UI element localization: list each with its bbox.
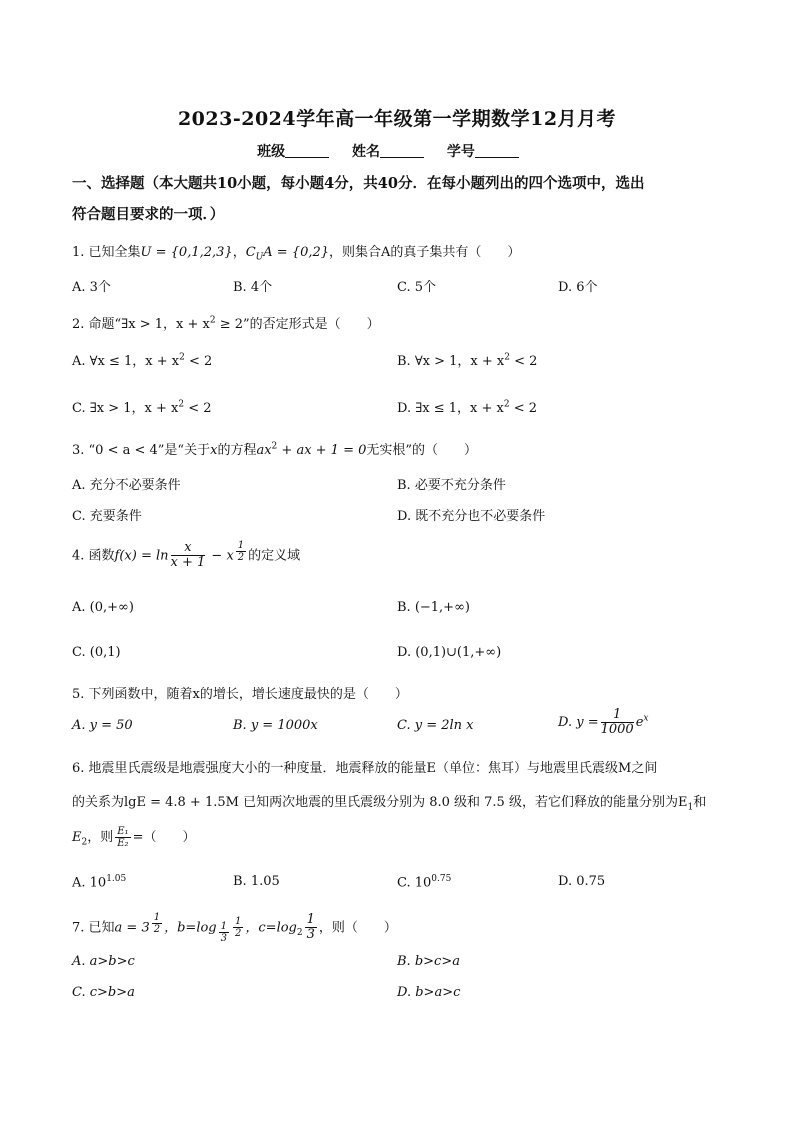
name-label: 姓名 (352, 144, 380, 160)
q4-suffix: 的定义域 (248, 548, 301, 564)
q1-option-c: C. 5个 (397, 280, 437, 295)
q6-line2-end: 和 (693, 795, 707, 810)
id-label: 学号 (446, 144, 475, 160)
q7-a-den: 2 (153, 924, 161, 935)
q4-numerator: x (171, 541, 206, 556)
q1-option-a: A. 3个 (72, 280, 111, 295)
q2-option-c (72, 397, 212, 416)
section-heading-line2: 符合题目要求的一项．） (72, 206, 225, 223)
q7-a-exponent (152, 912, 162, 935)
q1-option-b: B. 4个 (233, 280, 273, 295)
q2-option-d-text: D. ∃x ≤ 1，x + x (397, 401, 504, 416)
q6-frac-num: E₁ (117, 826, 129, 837)
q7-b-arg-num: 1 (235, 916, 242, 928)
question-4 (72, 540, 300, 570)
q3-suffix: 无实根”的（ ） (366, 443, 478, 458)
q2-option-b-sq: 2 (504, 352, 510, 363)
q2-option-b-text: B. ∀x > 1，x + x (397, 354, 505, 369)
q3-option-d: D. 既不充分也不必要条件 (397, 509, 546, 524)
q3-mid: 的方程 (217, 443, 257, 458)
q7-option-a: A. a>b>c (72, 954, 135, 969)
q7-suffix: ，则（ ） (318, 920, 397, 936)
q2-option-d-sq: 2 (503, 399, 510, 410)
q2-option-a-sq: 2 (179, 352, 185, 363)
q4-option-c: C. (0,1) (72, 645, 121, 660)
q7-a-num: 1 (153, 912, 161, 923)
question-6-line1: 6. 地震里氏震级是地震强度大小的一种度量．地震释放的能量E（单位：焦耳）与地震里氏震级M之间 (72, 761, 658, 776)
q7-b-arg-den: 2 (235, 928, 242, 940)
q4-denominator: x + 1 (170, 555, 206, 571)
q7-b-base (219, 921, 229, 944)
section-heading-line1: 一、选择题（本大题共10小题，每小题4分，共40分．在每小题列出的四个选项中，选出 (72, 175, 645, 192)
q7-c-base: 2 (296, 927, 303, 938)
q2-option-d (397, 397, 537, 416)
q7-c: ，c=log (245, 920, 297, 936)
id-blank (475, 143, 519, 158)
q2-prefix: 2. 命题“∃x > 1，x + x (72, 317, 210, 332)
q3-prefix: 3. “0 < a < 4”是“关于 (72, 443, 211, 458)
q7-option-d: D. b>a>c (397, 985, 461, 1000)
q7-c-arg (305, 913, 317, 942)
q7-c-arg-den: 3 (306, 927, 315, 943)
q2-option-b-tail: < 2 (509, 354, 538, 369)
q3-x: x (210, 443, 218, 458)
q6-option-a-sup: 1.05 (106, 874, 127, 884)
q4-fraction (171, 541, 206, 570)
q7-option-c: C. c>b>a (72, 985, 135, 1000)
q7-prefix: 7. 已知 (72, 920, 115, 936)
question-2 (72, 313, 380, 332)
class-blank (285, 143, 329, 158)
q5-option-b: B. y = 1000x (233, 718, 318, 733)
q1-prefix: 1. 已知全集 (72, 245, 141, 260)
q4-exponent (236, 540, 246, 563)
q4-prefix: 4. 函数 (72, 548, 115, 564)
q5-d-num: 1 (601, 708, 634, 723)
q6-option-c (397, 874, 451, 890)
q4-option-d: D. (0,1)∪(1,+∞) (397, 645, 502, 660)
q6-line2-text: 的关系为lgE = 4.8 + 1.5M 已知两次地震的里氏震级分别为 8.0 级和 7.5 级，若它们释放的能量分别为E (72, 795, 688, 810)
q4-exp-num: 1 (237, 540, 245, 551)
page-title: 2023-2024学年高一年级第一学期数学12月月考 (177, 108, 617, 130)
q1-option-d: D. 6个 (558, 280, 598, 295)
q2-option-c-tail: < 2 (184, 401, 212, 416)
q4-exp-den: 2 (237, 552, 245, 563)
q7-a: a = 3 (114, 920, 150, 936)
q1-mid: ，则集合 (329, 245, 382, 260)
q2-option-a (72, 350, 212, 369)
q2-square: 2 (209, 315, 216, 326)
q2-option-c-sq: 2 (178, 399, 185, 410)
q5-d-e: e (635, 715, 644, 730)
student-info-line (0, 141, 794, 161)
q6-option-a-text: A. 10 (72, 875, 107, 891)
q5-option-a: A. y = 50 (72, 718, 133, 733)
q6-fraction (115, 826, 130, 849)
q3-square: 2 (271, 441, 278, 452)
q6-line2-sub: 1 (687, 802, 694, 813)
question-5: 5. 下列函数中，随着x的增长，增长速度最快的是（ ） (72, 687, 408, 702)
q2-suffix: ≥ 2”的否定形式是（ ） (215, 317, 380, 332)
q7-b-arg (233, 916, 243, 939)
question-7 (72, 912, 397, 944)
q2-option-d-tail: < 2 (509, 401, 538, 416)
q6-option-c-sup: 0.75 (431, 874, 452, 884)
q5-d-den: 1000 (600, 722, 634, 737)
q5-option-d-fraction (601, 708, 634, 737)
q7-option-b: B. b>c>a (397, 954, 460, 969)
q3-option-c: C. 充要条件 (72, 509, 142, 524)
q4-minus-x: − x (207, 548, 234, 564)
q3-option-b: B. 必要不充分条件 (397, 478, 506, 493)
q7-b: ，b=log (164, 920, 217, 936)
q6-end: =（ ） (132, 830, 196, 845)
q3-option-a: A. 充分不必要条件 (72, 478, 181, 493)
name-blank (380, 143, 424, 158)
q2-option-b (397, 350, 537, 369)
q4-function: f(x) = ln (114, 548, 169, 564)
class-label: 班级 (257, 144, 286, 160)
q1-complement: C (245, 245, 256, 260)
q3-equation: ax (256, 443, 272, 458)
q6-e: E (72, 830, 82, 845)
q2-option-c-text: C. ∃x > 1，x + x (72, 401, 179, 416)
q1-suffix: 的真子集共有（ ） (390, 245, 521, 260)
q5-option-c: C. y = 2ln x (397, 718, 474, 733)
q6-frac-den: E₂ (117, 838, 129, 849)
q7-b-base-den: 3 (220, 932, 228, 944)
q1-universal-set: U = {0,1,2,3} (140, 245, 233, 260)
question-1 (72, 241, 520, 263)
q5-option-d-text: D. y = (558, 715, 599, 730)
q5-d-x: x (643, 713, 649, 724)
q6-option-b: B. 1.05 (233, 874, 280, 889)
q5-option-d (558, 708, 648, 737)
q6-option-d: D. 0.75 (558, 874, 606, 889)
q6-e-sub: 2 (81, 837, 88, 848)
question-6-line2 (72, 791, 706, 813)
q7-b-base-num: 1 (220, 920, 228, 932)
q1-complement-set: A = {0,2} (263, 245, 330, 260)
q1-complement-sub: U (255, 252, 264, 263)
q3-equation-rest: + ax + 1 = 0 (277, 443, 367, 458)
q4-option-b: B. (−1,+∞) (397, 600, 470, 615)
q6-option-a (72, 874, 126, 890)
q2-option-a-tail: < 2 (184, 354, 213, 369)
q1-set-a: A (381, 245, 391, 260)
q1-sep: ， (232, 245, 246, 260)
question-6-line3 (72, 826, 195, 849)
q2-option-a-text: A. ∀x ≤ 1，x + x (72, 354, 180, 369)
q4-option-a: A. (0,+∞) (72, 600, 134, 615)
q6-option-c-text: C. 10 (397, 875, 432, 891)
q7-c-arg-num: 1 (306, 912, 315, 928)
q6-mid: ，则 (87, 830, 114, 845)
question-3 (72, 439, 477, 458)
